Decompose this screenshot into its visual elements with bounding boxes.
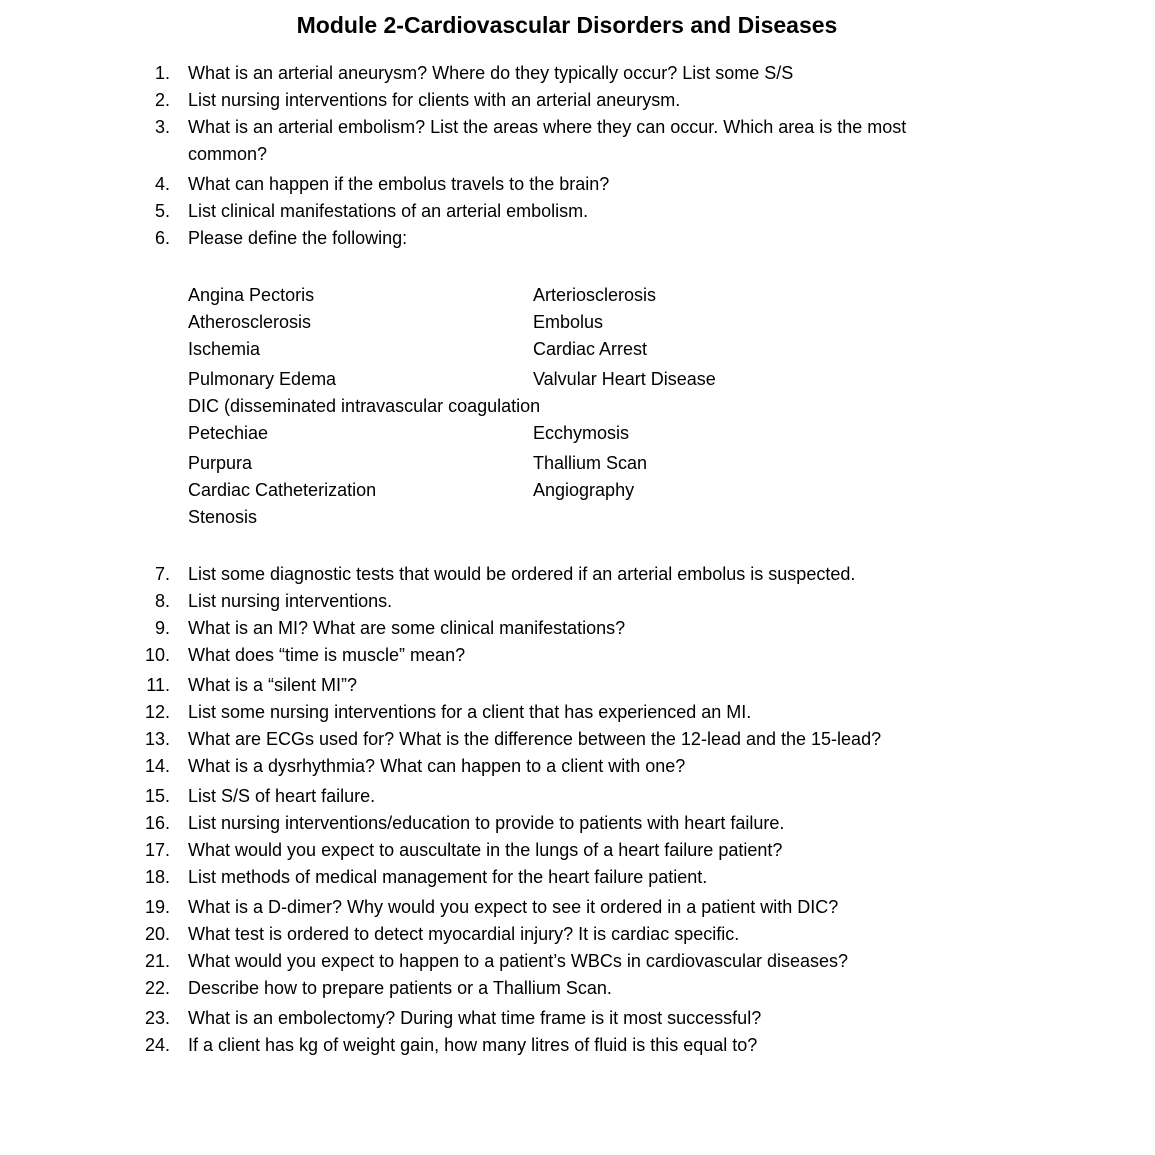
term-item: Cardiac Catheterization (188, 480, 377, 500)
question-text: What is a D-dimer? Why would you expect to see it ordered in a patient with DIC? (188, 897, 839, 917)
question-text: List some diagnostic tests that would be ordered if an arterial embolus is suspected. (188, 564, 856, 584)
term-item: Angiography (533, 480, 635, 500)
term-item: Purpura (188, 453, 253, 473)
question-text: List nursing interventions/education to provide to patients with heart failure. (188, 813, 785, 833)
term-item: DIC (disseminated intravascular coagulation (188, 396, 541, 416)
question-text: What is a dysrhythmia? What can happen to a client with one? (188, 756, 686, 776)
question-number: 1. (154, 63, 170, 83)
question-number: 10. (144, 645, 170, 665)
term-item: Atherosclerosis (188, 312, 312, 332)
question-number: 2. (154, 90, 170, 110)
question-text: List clinical manifestations of an arterial embolism. (188, 201, 589, 221)
term-item: Cardiac Arrest (533, 339, 648, 359)
question-number: 21. (144, 951, 170, 971)
question-text: Describe how to prepare patients or a Thallium Scan. (188, 978, 612, 998)
question-text: If a client has kg of weight gain, how many litres of fluid is this equal to? (188, 1035, 758, 1055)
question-text: What is a “silent MI”? (188, 675, 358, 695)
question-number: 3. (154, 117, 170, 137)
question-number: 20. (144, 924, 170, 944)
question-text: List nursing interventions. (188, 591, 393, 611)
question-number: 5. (154, 201, 170, 221)
question-number: 12. (144, 702, 170, 722)
question-text: Please define the following: (188, 228, 408, 248)
question-text: What is an MI? What are some clinical manifestations? (188, 618, 626, 638)
question-number: 8. (154, 591, 170, 611)
question-number: 23. (144, 1008, 170, 1028)
question-number: 19. (144, 897, 170, 917)
question-text: What does “time is muscle” mean? (188, 645, 466, 665)
question-number: 11. (146, 675, 170, 695)
question-number: 24. (144, 1035, 170, 1055)
term-item: Thallium Scan (533, 453, 648, 473)
question-number: 4. (154, 174, 170, 194)
question-text: What would you expect to happen to a patient’s WBCs in cardiovascular diseases? (188, 951, 849, 971)
question-number: 22. (144, 978, 170, 998)
term-item: Stenosis (188, 507, 258, 527)
question-number: 17. (144, 840, 170, 860)
question-number: 16. (144, 813, 170, 833)
question-number: 13. (144, 729, 170, 749)
term-item: Embolus (533, 312, 604, 332)
question-text: common? (188, 144, 268, 164)
question-text: What would you expect to auscultate in the lungs of a heart failure patient? (188, 840, 783, 860)
term-item: Petechiae (188, 423, 269, 443)
question-text: What is an arterial aneurysm? Where do they typically occur? List some S/S (188, 63, 794, 83)
question-number: 15. (144, 786, 170, 806)
term-item: Ecchymosis (533, 423, 630, 443)
document-title: Module 2-Cardiovascular Disorders and Diseases (296, 12, 838, 38)
question-text: List some nursing interventions for a client that has experienced an MI. (188, 702, 752, 722)
question-text: What is an arterial embolism? List the areas where they can occur. Which area is the most (188, 117, 907, 137)
term-item: Pulmonary Edema (188, 369, 337, 389)
term-item: Ischemia (188, 339, 261, 359)
question-number: 18. (144, 867, 170, 887)
term-item: Arteriosclerosis (533, 285, 657, 305)
question-text: List S/S of heart failure. (188, 786, 376, 806)
question-number: 6. (154, 228, 170, 248)
question-number: 9. (154, 618, 170, 638)
question-text: What are ECGs used for? What is the difference between the 12-lead and the 15-lead? (188, 729, 882, 749)
question-text: What is an embolectomy? During what time frame is it most successful? (188, 1008, 762, 1028)
question-number: 7. (154, 564, 170, 584)
term-item: Angina Pectoris (188, 285, 315, 305)
question-text: What can happen if the embolus travels to the brain? (188, 174, 610, 194)
question-number: 14. (144, 756, 170, 776)
question-text: List nursing interventions for clients with an arterial aneurysm. (188, 90, 681, 110)
question-text: What test is ordered to detect myocardial injury? It is cardiac specific. (188, 924, 740, 944)
term-item: Valvular Heart Disease (533, 369, 716, 389)
question-text: List methods of medical management for the heart failure patient. (188, 867, 708, 887)
